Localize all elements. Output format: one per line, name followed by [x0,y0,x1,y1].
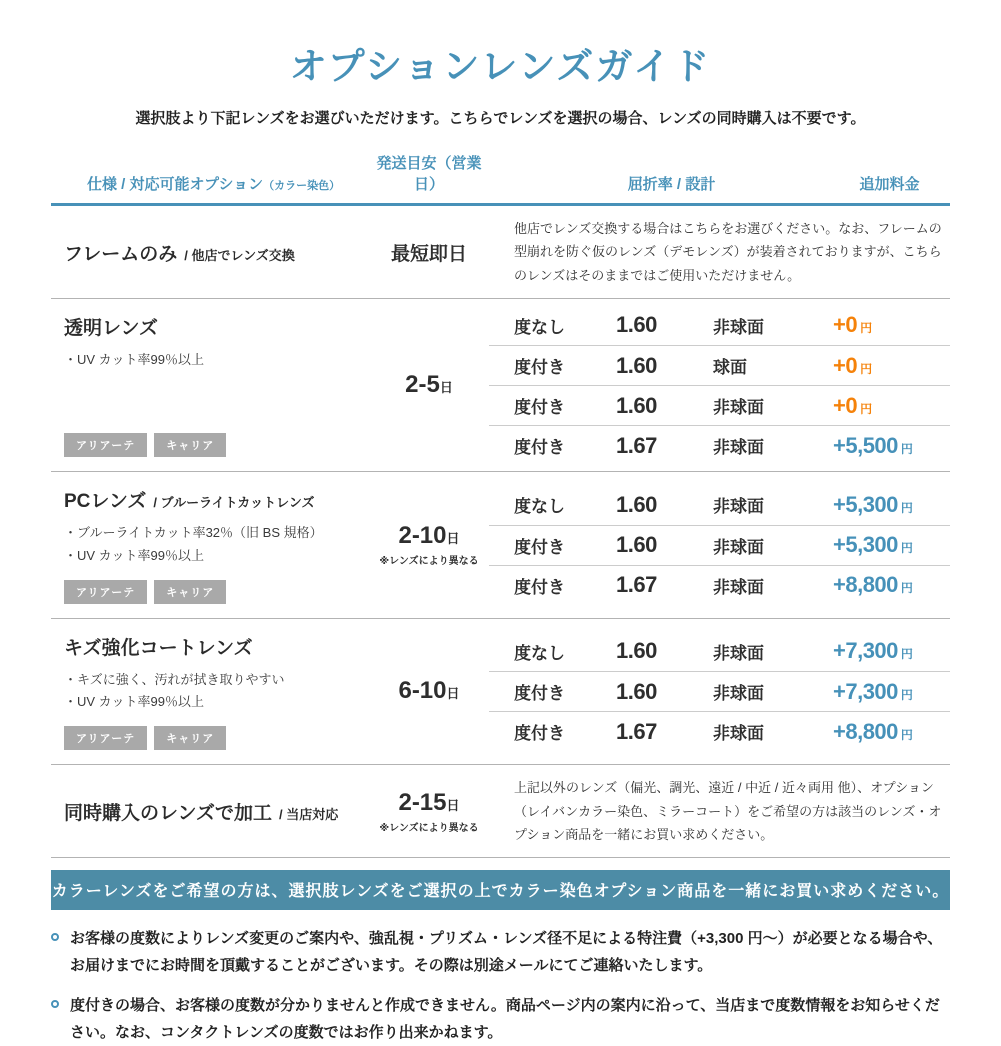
yen-suffix: 円 [900,500,913,515]
refraction-index: 1.60 [616,532,657,558]
shipping-estimate [369,239,489,266]
shipping-unit: 日 [446,686,460,702]
column-header-spec [51,173,369,194]
power-type: 度付き [514,577,565,597]
circle-bullet-icon [51,933,59,941]
lens-features [64,669,369,715]
shipping-days: 6-10 [398,677,447,705]
feature-item: ・ブルーライトカット率32％（旧 BS 規格） [64,525,323,541]
lens-design: 非球面 [713,724,764,744]
refraction-index: 1.60 [616,312,657,338]
lens-design: 非球面 [713,497,764,517]
lens-name-suffix: / 他店でレンズ交換 [184,247,295,263]
price-cell [829,679,950,705]
row-description: 上記以外のレンズ（偏光、調光、遠近 / 中近 / 近々両用 他）、オプション（レイバンカラー染色、ミラーコート）をご希望の方は該当のレンズ・オプション商品を一緒にお買い求めください。 [514,780,942,842]
price-value: +5,300 [833,491,898,517]
shipping-unit: 日 [439,380,453,396]
price-cell [829,492,950,518]
shipping-days: 2-5 [405,371,440,399]
price-subrow [489,385,950,425]
price-value: +7,300 [833,678,898,704]
shipping-unit: 日 [446,531,460,547]
price-subrow [489,485,950,525]
column-header-spec-note: （カラー染色） [263,180,341,192]
power-type: 度付き [514,537,565,557]
shipping-estimate-text: 最短即日 [390,243,467,265]
power-type: 度付き [514,398,565,418]
column-header-shipping: 発送目安（営業日） [376,155,482,193]
yen-suffix: 円 [900,687,913,702]
price-value: +8,800 [833,572,898,598]
lens-spec-cell [51,478,369,612]
lens-design: 非球面 [713,577,764,597]
power-type: 度付き [514,684,565,704]
lens-name-text: フレームのみ [64,243,178,265]
shipping-days: 2-15 [398,788,447,816]
price-value: +0 [833,352,858,378]
table-row-clear-lens [51,299,950,472]
price-cell [829,353,950,379]
price-subrow [489,711,950,751]
row-description: 他店でレンズ交換する場合はこちらをお選びください。なお、フレームの型崩れを防ぐ仮のレンズ（デモレンズ）が装着されておりますが、こちらのレンズはそのままではご使用いただけません。 [514,221,942,283]
lens-design: 非球面 [713,398,764,418]
yen-suffix: 円 [900,441,913,456]
column-header-refraction: 屈折率 / 設計 [627,176,716,193]
yen-suffix: 円 [900,727,913,742]
price-value: +0 [833,312,858,338]
lens-name [64,239,369,266]
lens-spec-cell [51,305,369,465]
lens-name-text: 同時購入のレンズで加工 [64,802,272,824]
table-row-simultaneous-purchase [51,765,950,858]
price-subrow [489,565,950,605]
shipping-estimate [369,789,489,834]
refraction-index: 1.67 [616,432,657,458]
page-subtitle: 選択肢より下記レンズをお選びいただけます。こちらでレンズを選択の場合、レンズの同時購入は不要です。 [135,110,866,127]
price-cell [829,393,950,419]
price-value: +5,300 [833,532,898,558]
tag-badge: アリアーテ [64,580,147,604]
tag-badge: アリアーテ [64,433,147,457]
lens-name-text: 透明レンズ [64,318,158,340]
price-subrow [489,671,950,711]
power-type: 度なし [514,643,565,663]
lens-design: 非球面 [713,643,764,663]
yen-suffix: 円 [860,321,873,336]
lens-design: 非球面 [713,438,764,458]
price-subrow [489,525,950,565]
tag-badge: キャリア [154,433,226,457]
price-value: +8,800 [833,718,898,744]
lens-tags [64,714,369,750]
yen-suffix: 円 [900,647,913,662]
circle-bullet-icon [51,1000,59,1008]
refraction-index: 1.67 [616,572,657,598]
column-header-price: 追加料金 [859,176,920,193]
refraction-index: 1.60 [616,678,657,704]
price-cell [829,638,950,664]
lens-tags [64,568,369,604]
price-subtable [489,305,950,465]
yen-suffix: 円 [860,401,873,416]
lens-spec-cell [51,776,369,846]
shipping-note: ※レンズにより異なる [379,822,479,834]
price-subrow [489,345,950,385]
lens-name [64,798,369,825]
price-cell [829,433,950,459]
yen-suffix: 円 [860,361,873,376]
price-subrow [489,425,950,465]
refraction-index: 1.60 [616,491,657,517]
power-type: 度なし [514,317,565,337]
column-header-spec-label: 仕様 / 対応可能オプション [87,176,264,193]
shipping-days: 2-10 [398,522,447,550]
price-subrow [489,305,950,345]
lens-design: 球面 [713,358,747,378]
shipping-estimate [369,677,489,705]
power-type: 度付き [514,358,565,378]
table-row-frame-only [51,206,950,299]
price-cell [829,532,950,558]
tag-badge: キャリア [154,580,226,604]
price-subrow [489,631,950,671]
refraction-index: 1.60 [616,352,657,378]
lens-name-suffix: / ブルーライトカットレンズ [153,495,315,511]
lens-name [64,486,369,513]
feature-item: ・キズに強く、汚れが拭き取りやすい [64,671,285,687]
lens-name-text: PCレンズ [64,491,147,513]
price-subtable [489,478,950,612]
shipping-estimate [369,522,489,567]
shipping-note: ※レンズにより異なる [379,556,479,568]
lens-guide-page [0,36,1001,1046]
feature-item: ・UV カット率99％以上 [64,352,205,368]
table-header [51,152,950,194]
price-value: +0 [833,392,858,418]
power-type: 度付き [514,724,565,744]
feature-item: ・UV カット率99％以上 [64,694,205,710]
footnotes [51,925,950,1046]
page-title: オプションレンズガイド [289,46,712,87]
lens-spec-cell [51,625,369,759]
lens-design: 非球面 [713,537,764,557]
shipping-estimate [369,371,489,399]
lens-features [64,349,369,372]
color-lens-banner: カラーレンズをご希望の方は、選択肢レンズをご選択の上でカラー染色オプション商品を一緒にお買い求めください。 [51,870,950,910]
lens-design: 非球面 [713,684,764,704]
table-row-scratch-coat-lens [51,619,950,766]
price-cell [829,719,950,745]
tag-badge: キャリア [154,726,226,750]
lens-spec-cell [51,217,369,287]
yen-suffix: 円 [900,541,913,556]
lens-features [64,522,369,568]
price-subtable [489,625,950,759]
power-type: 度付き [514,438,565,458]
note-text: 度付きの場合、お客様の度数が分かりませんと作成できません。商品ページ内の案内に沿って、当店まで度数情報をお知らせください。なお、コンタクトレンズの度数ではお作り出来かねます。 [70,997,940,1042]
refraction-index: 1.67 [616,718,657,744]
lens-name-text: キズ強化コートレンズ [64,637,253,659]
note-text: お客様の度数によりレンズ変更のご案内や、強乱視・プリズム・レンズ径不足による特注費（+3,300 円〜）が必要となる場合や、お届けまでにお時間を頂戴することがございます。その際は別途メールにてご連絡いたします。 [70,930,943,975]
feature-item: ・UV カット率99％以上 [64,547,205,563]
refraction-index: 1.60 [616,638,657,664]
price-cell [829,572,950,598]
lens-design: 非球面 [713,317,764,337]
tag-badge: アリアーテ [64,726,147,750]
lens-name-suffix: / 当店対応 [278,806,339,822]
lens-tags [64,421,369,457]
table-row-pc-lens [51,472,950,619]
price-value: +7,300 [833,638,898,664]
yen-suffix: 円 [900,581,913,596]
note-item [51,925,950,979]
note-item [51,992,950,1046]
refraction-index: 1.60 [616,392,657,418]
shipping-unit: 日 [446,797,460,813]
price-cell [829,312,950,338]
price-value: +5,500 [833,432,898,458]
power-type: 度なし [514,497,565,517]
